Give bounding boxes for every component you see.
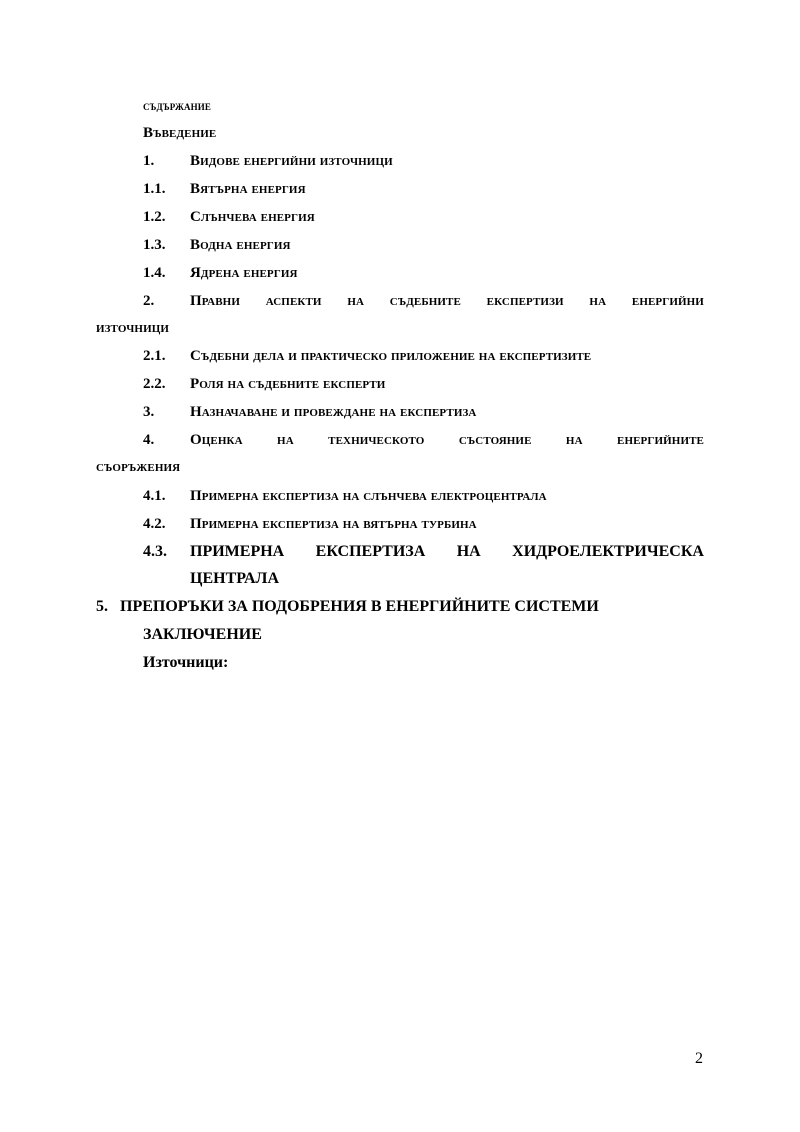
toc-entry-text: Видове енергийни източници	[190, 153, 393, 169]
toc-entry-number: 4.1.	[143, 488, 166, 504]
page-number: 2	[695, 1050, 703, 1067]
toc-intro: Въведение	[143, 125, 217, 141]
toc-entry-text: Назначаване и провеждане на експертиза	[190, 404, 477, 420]
toc-entry-number: 1.1.	[143, 181, 166, 197]
toc-entry-number: 1.3.	[143, 237, 166, 253]
toc-entry-number: 1.	[143, 153, 155, 169]
toc-entry-number: 4.	[143, 432, 155, 448]
toc-entry-text: Ядрена енергия	[190, 265, 298, 281]
toc-title: съдържание	[143, 98, 211, 113]
toc-sources: Източници:	[143, 654, 229, 671]
toc-entry-number: 1.4.	[143, 265, 166, 281]
toc-entry-text: Роля на съдебните експерти	[190, 376, 386, 392]
toc-entry-text: ПРИМЕРНА ЕКСПЕРТИЗА НА ХИДРОЕЛЕКТРИЧЕСКА	[190, 543, 704, 560]
toc-entry-number: 2.1.	[143, 348, 166, 364]
toc-entry-number: 5.	[96, 598, 108, 615]
toc-entry-text: Правни аспекти на съдебните експертизи на енергийни	[190, 293, 704, 309]
toc-entry-text: Съдебни дела и практическо приложение на експертизите	[190, 348, 592, 364]
toc-entry-number: 1.2.	[143, 209, 166, 225]
toc-entry-text: Примерна експертиза на вятърна турбина	[190, 516, 477, 532]
toc-entry-text: Вятърна енергия	[190, 181, 306, 197]
toc-entry-text-continued: съоръжения	[96, 459, 181, 475]
toc-entry-number: 4.3.	[143, 543, 167, 560]
toc-entry-text: ПРЕПОРЪКИ ЗА ПОДОБРЕНИЯ В ЕНЕРГИЙНИТЕ СИСТЕМИ	[120, 598, 599, 615]
toc-entry-number: 2.	[143, 293, 155, 309]
toc-conclusion: ЗАКЛЮЧЕНИЕ	[143, 626, 262, 643]
toc-entry-number: 4.2.	[143, 516, 166, 532]
toc-entry-text-continued: източници	[96, 320, 170, 336]
toc-entry-text: Слънчева енергия	[190, 209, 315, 225]
toc-entry-text-continued: ЦЕНТРАЛА	[190, 570, 279, 587]
toc-entry-text: Оценка на техническото състояние на енергийните	[190, 432, 704, 448]
toc-entry-number: 3.	[143, 404, 155, 420]
toc-entry-text: Примерна експертиза на слънчева електроцентрала	[190, 488, 547, 504]
toc-entry-text: Водна енергия	[190, 237, 291, 253]
toc-entry-number: 2.2.	[143, 376, 166, 392]
